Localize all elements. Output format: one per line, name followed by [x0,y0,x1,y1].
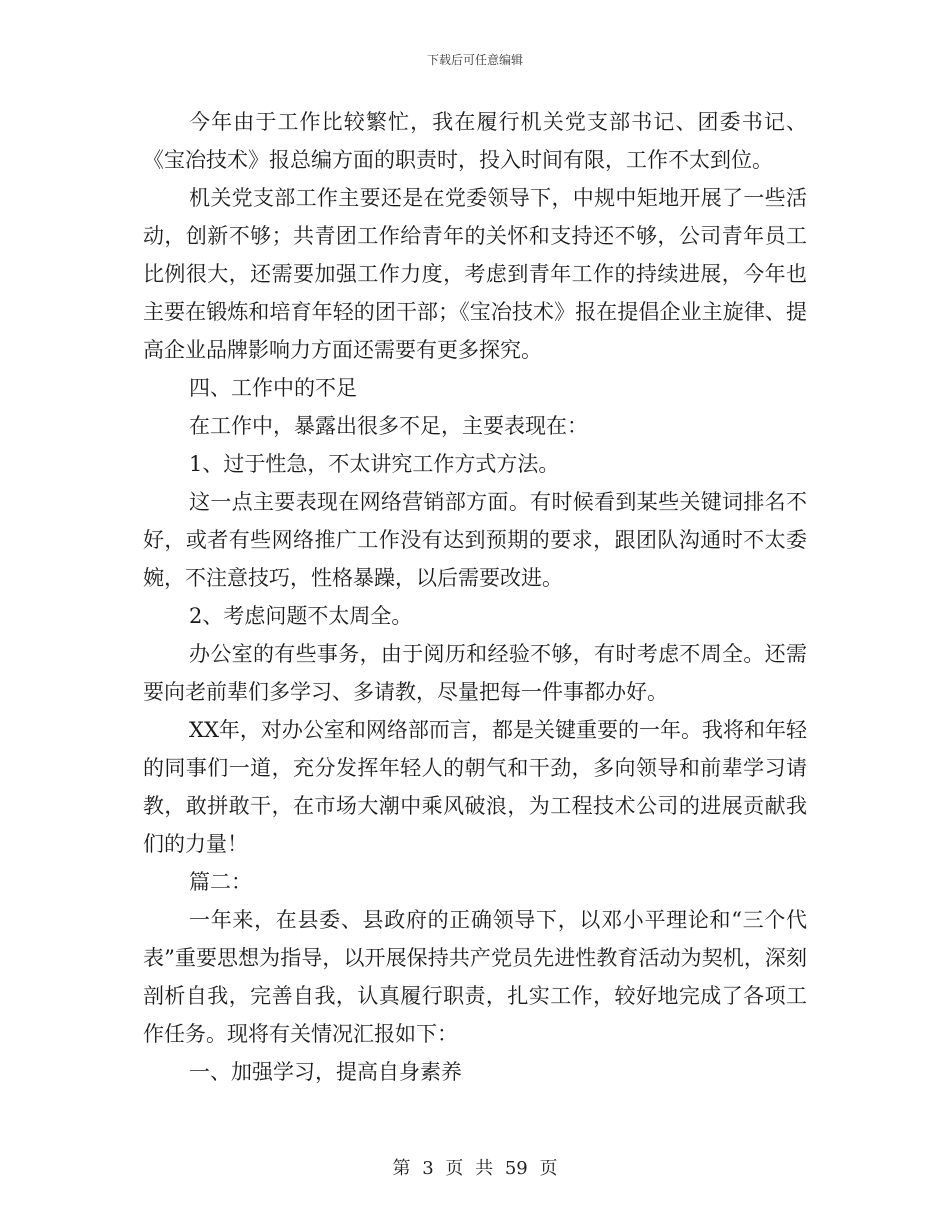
paragraph: 一年来，在县委、县政府的正确领导下，以邓小平理论和“三个代表”重要思想为指导，以开展保持共产党员先进性教育活动为契机，深刻剖析自我，完善自我，认真履行职责，扎实工作，较好地完成了各项工作任务。现将有关情况汇报如下： [143,908,807,1046]
section-heading: 四、工作中的不足 [189,376,357,400]
paragraph: 办公室的有些事务，由于阅历和经验不够，有时考虑不周全。还需要向老前辈们多学习、多请教，尽量把每一件事都办好。 [143,642,807,704]
paragraph: 机关党支部工作主要还是在党委领导下，中规中矩地开展了一些活动，创新不够；共青团工作给青年的关怀和支持还不够，公司青年员工比例很大，还需要加强工作力度，考虑到青年工作的持续进展，今年也主要在锻炼和培育年轻的团干部；《宝冶技术》报在提倡企业主旋律、提高企业品牌影响力方面还需要有更多探究。 [143,186,807,362]
paragraph: 这一点主要表现在网络营销部方面。有时候看到某些关键词排名不好，或者有些网络推广工作没有达到预期的要求，跟团队沟通时不太委婉，不注意技巧，性格暴躁，以后需要改进。 [143,490,807,590]
section-heading: 篇二： [189,870,252,894]
list-item-heading: 2、考虑问题不太周全。 [189,604,413,628]
page-number: 第 3 页 共 59 页 [392,1158,558,1179]
list-item-heading: 1、过于性急，不太讲究工作方式方法。 [189,452,560,476]
document-body [143,103,807,1091]
paragraph: 在工作中，暴露出很多不足，主要表现在： [189,414,588,438]
page-header-note: 下载后可任意编辑 [426,53,523,67]
paragraph: 今年由于工作比较繁忙，我在履行机关党支部书记、团委书记、《宝冶技术》报总编方面的职责时，投入时间有限，工作不太到位。 [143,110,807,172]
section-heading: 一、加强学习，提高自身素养 [189,1060,462,1084]
paragraph: XX年，对办公室和网络部而言，都是关键重要的一年。我将和年轻的同事们一道，充分发挥年轻人的朝气和干劲，多向领导和前辈学习请教，敢拼敢干，在市场大潮中乘风破浪，为工程技术公司的进展贡献我们的力量！ [143,718,807,856]
